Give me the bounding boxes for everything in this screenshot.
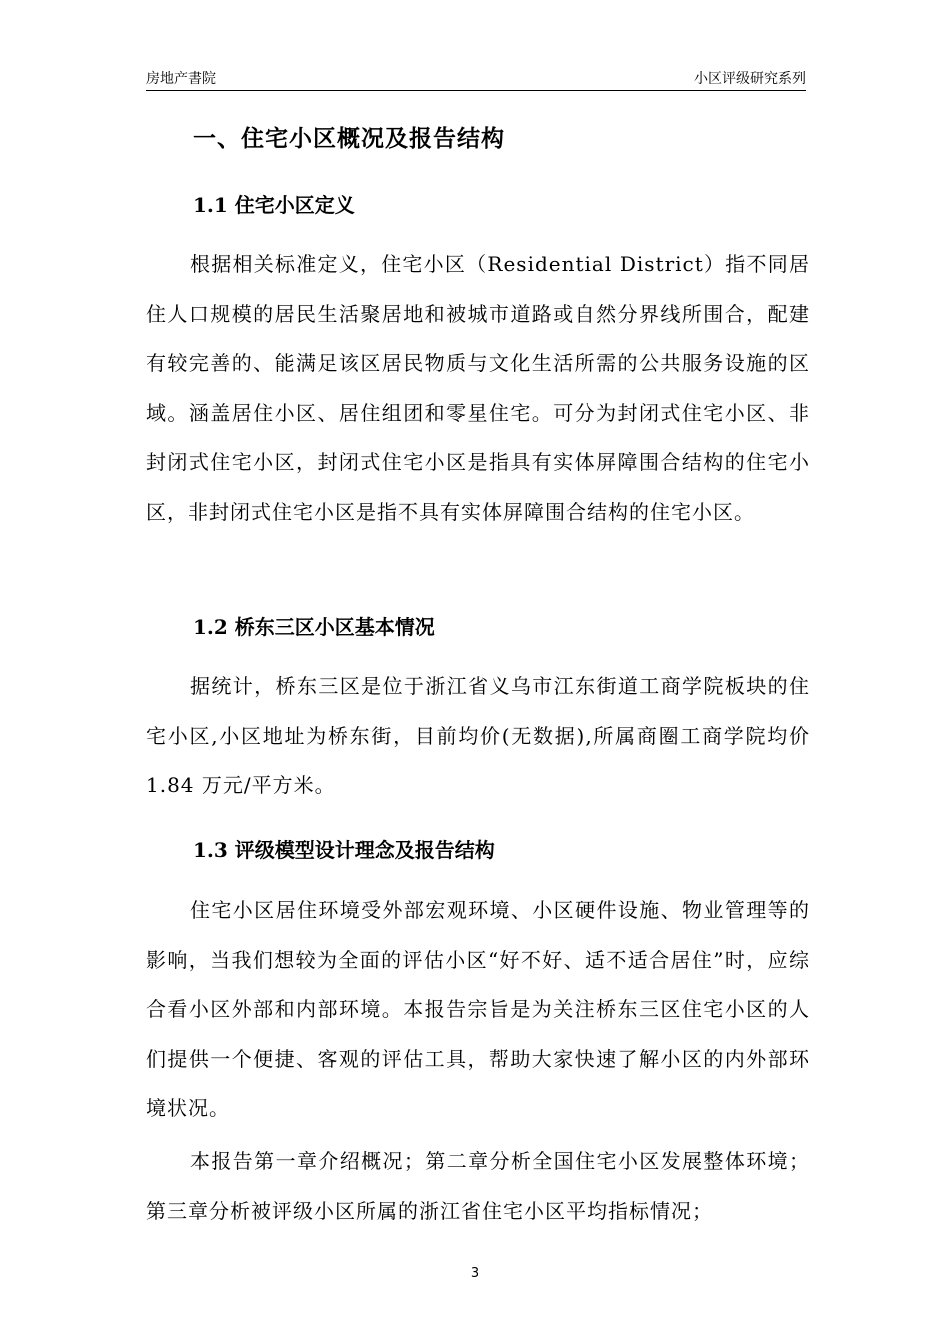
paragraph-basic-info: 据统计，桥东三区是位于浙江省义乌市江东街道工商学院板块的住宅小区,小区地址为桥东街，目前均价(无数据),所属商圈工商学院均价 1.84 万元/平方米。	[146, 674, 810, 797]
paragraph-model-concept: 住宅小区居住环境受外部宏观环境、小区硬件设施、物业管理等的影响，当我们想较为全面的评估小区“好不好、适不适合居住”时，应综合看小区外部和内部环境。本报告宗旨是为关注桥东三区住宅小区的人们提供一个便捷、客观的评估工具，帮助大家快速了解小区的内外部环境状况。	[146, 898, 810, 1120]
page-number: 3	[470, 1266, 480, 1281]
section-heading-1-3: 1.3 评级模型设计理念及报告结构	[193, 838, 495, 862]
paragraph-definition: 根据相关标准定义，住宅小区（Residential District）指不同居住人口规模的居民生活聚居地和被城市道路或自然分界线所围合，配建有较完善的、能满足该区居民物质与文化生活所需的公共服务设施的区域。涵盖居住小区、居住组团和零星住宅。可分为封闭式住宅小区、非封闭式住宅小区，封闭式住宅小区是指具有实体屏障围合结构的住宅小区，非封闭式住宅小区是指不具有实体屏障围合结构的住宅小区。	[146, 252, 810, 524]
page-header	[146, 66, 806, 91]
section-heading-1-1: 1.1 住宅小区定义	[193, 193, 355, 217]
paragraph-report-structure: 本报告第一章介绍概况；第二章分析全国住宅小区发展整体环境；第三章分析被评级小区所属的浙江省住宅小区平均指标情况；	[146, 1149, 810, 1223]
section-heading-1-2: 1.2 桥东三区小区基本情况	[193, 615, 435, 639]
header-series-title: 小区评级研究系列	[694, 71, 806, 87]
chapter-title: 一、住宅小区概况及报告结构	[193, 125, 505, 152]
header-publisher: 房地产書院	[146, 71, 216, 87]
